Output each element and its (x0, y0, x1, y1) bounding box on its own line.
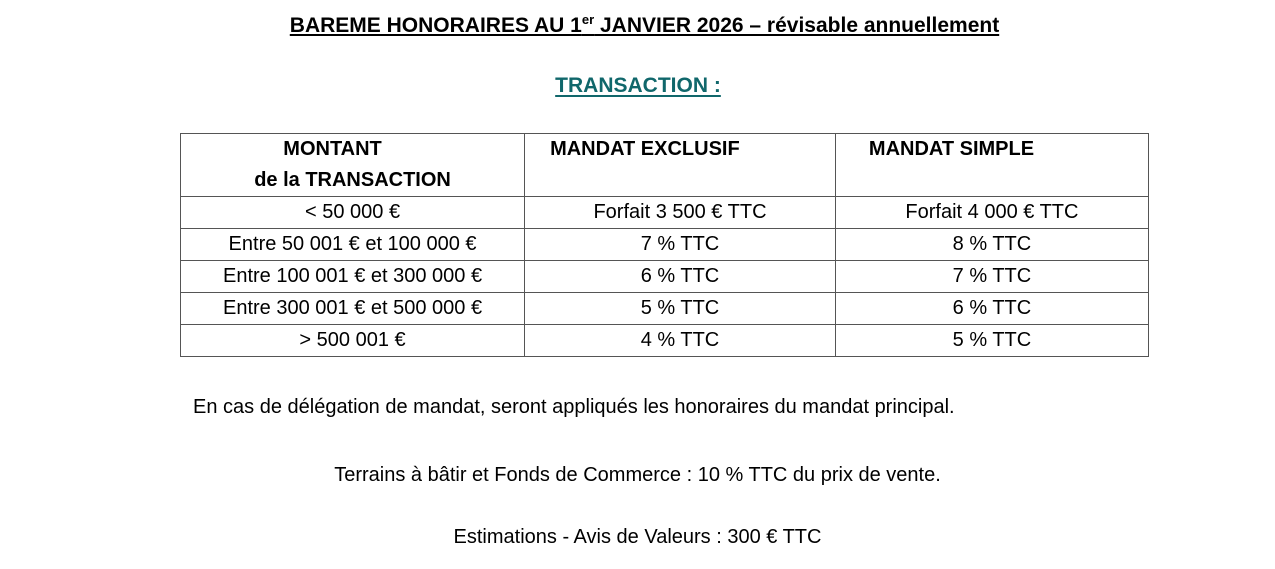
cell-simple: 6 % TTC (835, 293, 1148, 325)
header-exclusive-mandate: MANDAT EXCLUSIF (525, 134, 836, 197)
table-header-row (181, 134, 1149, 197)
cell-amount: Entre 100 001 € et 300 000 € (181, 261, 525, 293)
cell-simple: 5 % TTC (835, 325, 1148, 357)
cell-simple: Forfait 4 000 € TTC (835, 197, 1148, 229)
table-row (181, 261, 1149, 293)
fee-schedule-table (180, 133, 1149, 357)
cell-amount: Entre 300 001 € et 500 000 € (181, 293, 525, 325)
title-main: BAREME HONORAIRES AU 1 (289, 14, 582, 37)
delegation-note: En cas de délégation de mandat, seront appliqués les honoraires du mandat principal. (193, 396, 955, 418)
cell-simple: 8 % TTC (835, 229, 1148, 261)
header-amount (181, 134, 525, 197)
cell-exclusive: 6 % TTC (525, 261, 836, 293)
cell-simple: 7 % TTC (835, 261, 1148, 293)
title-superscript: er (581, 12, 595, 27)
header-amount-line2: de la TRANSACTION (254, 169, 451, 191)
cell-exclusive: 4 % TTC (525, 325, 836, 357)
land-commerce-note: Terrains à bâtir et Fonds de Commerce : 10 % TTC du prix de vente. (334, 464, 941, 486)
cell-amount: > 500 001 € (181, 325, 525, 357)
document-title (0, 12, 1275, 38)
header-amount-line1: MONTANT (283, 138, 382, 160)
cell-exclusive: Forfait 3 500 € TTC (525, 197, 836, 229)
section-heading-transaction: TRANSACTION : (555, 74, 721, 97)
cell-exclusive: 7 % TTC (525, 229, 836, 261)
title-rest: JANVIER 2026 – révisable annuellement (594, 14, 1000, 37)
table-row (181, 197, 1149, 229)
cell-exclusive: 5 % TTC (525, 293, 836, 325)
estimates-note: Estimations - Avis de Valeurs : 300 € TTC (453, 526, 822, 548)
table-row (181, 229, 1149, 261)
cell-amount: < 50 000 € (181, 197, 525, 229)
header-simple-mandate: MANDAT SIMPLE (835, 134, 1148, 197)
table-row (181, 325, 1149, 357)
cell-amount: Entre 50 001 € et 100 000 € (181, 229, 525, 261)
table-row (181, 293, 1149, 325)
